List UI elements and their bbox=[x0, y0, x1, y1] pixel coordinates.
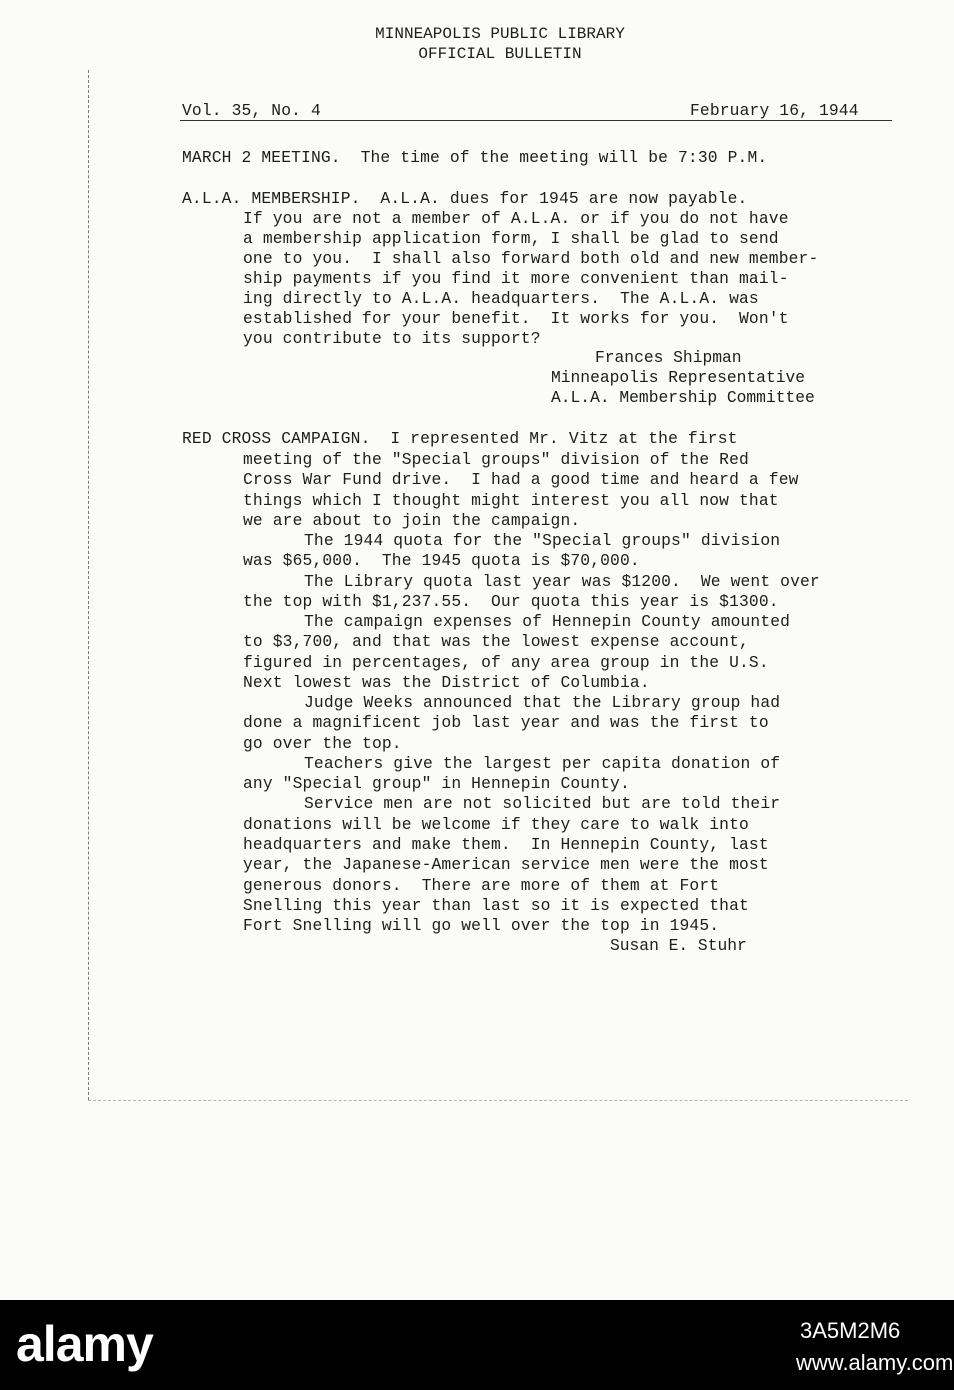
redcross-line: things which I thought might interest you all now that bbox=[243, 491, 779, 510]
redcross-line: Cross War Fund drive. I had a good time and heard a few bbox=[243, 470, 799, 489]
redcross-line: any "Special group" in Hennepin County. bbox=[243, 774, 630, 793]
redcross-line: figured in percentages, of any area group in the U.S. bbox=[243, 653, 769, 672]
bulletin-header-line2: OFFICIAL BULLETIN bbox=[418, 45, 582, 63]
ala-signature-title: Minneapolis Representative bbox=[551, 368, 806, 387]
redcross-line: Fort Snelling will go well over the top in 1945. bbox=[243, 916, 720, 935]
redcross-line: go over the top. bbox=[243, 734, 402, 753]
redcross-line: RED CROSS CAMPAIGN. I represented Mr. Vitz at the first bbox=[182, 429, 738, 448]
redcross-line: The Library quota last year was $1200. We went over bbox=[304, 572, 820, 591]
alamy-logo: alamy bbox=[16, 1316, 153, 1372]
redcross-line: we are about to join the campaign. bbox=[243, 511, 581, 530]
redcross-line: Service men are not solicited but are told their bbox=[304, 794, 781, 813]
header-rule bbox=[180, 120, 892, 121]
ala-signature-committee: A.L.A. Membership Committee bbox=[551, 388, 815, 407]
ala-line: you contribute to its support? bbox=[243, 329, 541, 348]
redcross-signature: Susan E. Stuhr bbox=[610, 936, 747, 955]
ala-line: established for your benefit. It works for you. Won't bbox=[243, 309, 789, 328]
ala-line: A.L.A. MEMBERSHIP. A.L.A. dues for 1945 are now payable. bbox=[182, 189, 748, 208]
bottom-dashed-line bbox=[88, 1100, 908, 1101]
issue-date: February 16, 1944 bbox=[690, 101, 859, 120]
redcross-line: Snelling this year than last so it is expected that bbox=[243, 896, 749, 915]
meeting-notice: MARCH 2 MEETING. The time of the meeting will be 7:30 P.M. bbox=[182, 148, 768, 167]
redcross-line: was $65,000. The 1945 quota is $70,000. bbox=[243, 551, 640, 570]
redcross-line: done a magnificent job last year and was the first to bbox=[243, 713, 769, 732]
ala-line: ship payments if you find it more convenient than mail- bbox=[243, 269, 789, 288]
redcross-line: Judge Weeks announced that the Library group had bbox=[304, 693, 781, 712]
ala-line: ing directly to A.L.A. headquarters. The A.L.A. was bbox=[243, 289, 759, 308]
redcross-line: the top with $1,237.55. Our quota this year is $1300. bbox=[243, 592, 779, 611]
redcross-line: generous donors. There are more of them at Fort bbox=[243, 876, 720, 895]
redcross-line: meeting of the "Special groups" division of the Red bbox=[243, 450, 749, 469]
margin-line bbox=[88, 70, 89, 1100]
redcross-line: Teachers give the largest per capita donation of bbox=[304, 754, 781, 773]
bulletin-header-line1: MINNEAPOLIS PUBLIC LIBRARY bbox=[375, 25, 625, 43]
ala-line: If you are not a member of A.L.A. or if you do not have bbox=[243, 209, 789, 228]
redcross-line: donations will be welcome if they care to walk into bbox=[243, 815, 749, 834]
ala-line: one to you. I shall also forward both old and new member- bbox=[243, 249, 819, 268]
redcross-line: The 1944 quota for the "Special groups" division bbox=[304, 531, 781, 550]
redcross-line: Next lowest was the District of Columbia. bbox=[243, 673, 650, 692]
ala-signature-name: Frances Shipman bbox=[595, 348, 742, 367]
redcross-line: headquarters and make them. In Hennepin County, last bbox=[243, 835, 769, 854]
watermark-site: www.alamy.com bbox=[796, 1350, 954, 1375]
ala-line: a membership application form, I shall be glad to send bbox=[243, 229, 779, 248]
redcross-line: to $3,700, and that was the lowest expense account, bbox=[243, 632, 749, 651]
image-id: 3A5M2M6 bbox=[800, 1318, 901, 1343]
redcross-line: year, the Japanese-American service men were the most bbox=[243, 855, 769, 874]
issue-volume: Vol. 35, No. 4 bbox=[182, 101, 321, 120]
redcross-line: The campaign expenses of Hennepin County amounted bbox=[304, 612, 791, 631]
